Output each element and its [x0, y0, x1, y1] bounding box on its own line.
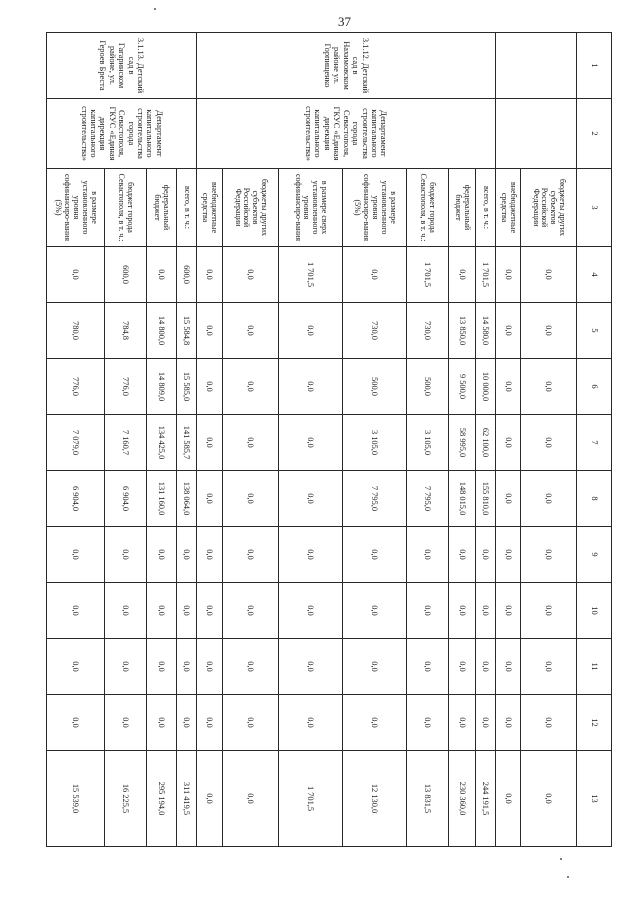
value-cell: 141 585,7 [177, 415, 197, 471]
funding-source-cell: в размере сверх установленного уровня софинансиро-вания [279, 169, 343, 247]
value-cell: 0,0 [449, 247, 476, 303]
value-cell: 0,0 [343, 695, 407, 751]
page-number: 37 [338, 14, 351, 29]
column-number: 7 [577, 415, 612, 471]
value-cell: 0,0 [476, 527, 496, 583]
column-number: 12 [577, 695, 612, 751]
value-cell: 9 500,0 [449, 359, 476, 415]
value-cell: 0,0 [521, 751, 577, 847]
budget-table [46, 32, 612, 847]
scan-speck [154, 8, 156, 10]
value-cell: 10 000,0 [476, 359, 496, 415]
column-number: 13 [577, 751, 612, 847]
value-cell: 0,0 [496, 583, 521, 639]
value-cell: 0,0 [197, 247, 223, 303]
value-cell: 0,0 [279, 359, 343, 415]
item-name-cell: 3.1.13. Детский сад в Гагаринском районе, ул. Героев Бреста [47, 33, 197, 99]
value-cell: 0,0 [496, 359, 521, 415]
column-number: 8 [577, 471, 612, 527]
value-cell: 6 904,0 [105, 471, 147, 527]
value-cell: 0,0 [476, 695, 496, 751]
value-cell: 0,0 [496, 247, 521, 303]
value-cell: 730,0 [343, 303, 407, 359]
table-row [521, 33, 577, 847]
value-cell: 0,0 [177, 527, 197, 583]
funding-source-cell: внебюджетные средства [496, 169, 521, 247]
value-cell: 600,0 [177, 247, 197, 303]
funding-source-cell: в размере установленного уровня софинансиро-вания (5%) [343, 169, 407, 247]
column-number: 6 [577, 359, 612, 415]
value-cell: 0,0 [223, 527, 279, 583]
value-cell: 0,0 [105, 695, 147, 751]
column-number: 2 [577, 99, 612, 169]
value-cell: 230 360,0 [449, 751, 476, 847]
value-cell: 0,0 [177, 695, 197, 751]
value-cell: 0,0 [279, 695, 343, 751]
value-cell: 0,0 [47, 639, 105, 695]
value-cell: 0,0 [105, 583, 147, 639]
column-number: 10 [577, 583, 612, 639]
value-cell: 0,0 [177, 639, 197, 695]
value-cell: 0,0 [343, 247, 407, 303]
value-cell: 0,0 [197, 359, 223, 415]
value-cell: 15 585,0 [177, 359, 197, 415]
value-cell: 0,0 [197, 639, 223, 695]
value-cell: 0,0 [496, 527, 521, 583]
value-cell: 0,0 [343, 583, 407, 639]
rotated-table-wrapper [54, 32, 612, 846]
value-cell: 62 100,0 [476, 415, 496, 471]
value-cell: 0,0 [449, 695, 476, 751]
value-cell: 0,0 [343, 639, 407, 695]
value-cell: 16 225,5 [105, 751, 147, 847]
executor-cell: Департамент капитального строительства города Севастополя, ГКУС «Единая дирекция капитального строительства» [197, 99, 496, 169]
value-cell: 0,0 [197, 471, 223, 527]
value-cell: 0,0 [47, 695, 105, 751]
funding-source-cell: федеральный бюджет [147, 169, 177, 247]
value-cell: 0,0 [223, 247, 279, 303]
funding-source-cell: федеральный бюджет [449, 169, 476, 247]
funding-source-cell: бюджеты других субъектов Российской Федерации [223, 169, 279, 247]
value-cell: 3 105,0 [343, 415, 407, 471]
table-row [177, 33, 197, 847]
column-number: 3 [577, 169, 612, 247]
value-cell: 0,0 [476, 583, 496, 639]
value-cell: 776,0 [47, 359, 105, 415]
value-cell: 0,0 [147, 583, 177, 639]
column-number: 11 [577, 639, 612, 695]
value-cell: 0,0 [223, 359, 279, 415]
value-cell: 58 995,0 [449, 415, 476, 471]
value-cell: 0,0 [521, 583, 577, 639]
value-cell: 0,0 [521, 415, 577, 471]
value-cell: 730,0 [407, 303, 449, 359]
value-cell: 15 584,8 [177, 303, 197, 359]
value-cell: 0,0 [496, 415, 521, 471]
value-cell: 0,0 [223, 695, 279, 751]
value-cell: 500,0 [407, 359, 449, 415]
value-cell: 0,0 [476, 639, 496, 695]
value-cell: 0,0 [147, 527, 177, 583]
value-cell: 0,0 [177, 583, 197, 639]
value-cell: 13 831,5 [407, 751, 449, 847]
value-cell: 0,0 [279, 583, 343, 639]
value-cell: 0,0 [105, 527, 147, 583]
value-cell: 0,0 [521, 303, 577, 359]
column-number-row [577, 33, 612, 847]
value-cell: 6 904,0 [47, 471, 105, 527]
value-cell: 0,0 [147, 639, 177, 695]
value-cell: 0,0 [521, 695, 577, 751]
value-cell: 784,8 [105, 303, 147, 359]
value-cell: 0,0 [496, 639, 521, 695]
value-cell: 1 701,5 [476, 247, 496, 303]
value-cell: 0,0 [197, 751, 223, 847]
value-cell: 14 809,0 [147, 359, 177, 415]
value-cell: 0,0 [279, 639, 343, 695]
value-cell: 0,0 [223, 471, 279, 527]
scan-speck [560, 858, 562, 860]
value-cell: 0,0 [521, 639, 577, 695]
column-number: 1 [577, 33, 612, 99]
value-cell: 1 701,5 [279, 751, 343, 847]
funding-source-cell: бюджет города Севастополя, в т. ч.: [105, 169, 147, 247]
value-cell: 0,0 [407, 695, 449, 751]
funding-source-cell: в размере установленного уровня софинансиро-вания (5%) [47, 169, 105, 247]
value-cell: 0,0 [407, 583, 449, 639]
value-cell: 0,0 [521, 471, 577, 527]
item-name-cell: 3.1.12. Детский сад в Нахимовском районе ул. Горпищенко [197, 33, 496, 99]
value-cell: 244 191,5 [476, 751, 496, 847]
value-cell: 0,0 [147, 247, 177, 303]
value-cell: 15 539,0 [47, 751, 105, 847]
value-cell: 0,0 [449, 583, 476, 639]
funding-source-cell: внебюджетные средства [197, 169, 223, 247]
value-cell: 0,0 [496, 695, 521, 751]
value-cell: 600,0 [105, 247, 147, 303]
value-cell: 12 130,0 [343, 751, 407, 847]
value-cell: 0,0 [496, 303, 521, 359]
value-cell: 0,0 [496, 751, 521, 847]
value-cell: 0,0 [279, 415, 343, 471]
value-cell: 0,0 [47, 527, 105, 583]
value-cell: 311 419,5 [177, 751, 197, 847]
value-cell: 1 701,5 [279, 247, 343, 303]
value-cell: 13 850,0 [449, 303, 476, 359]
value-cell: 3 105,0 [407, 415, 449, 471]
value-cell: 1 701,5 [407, 247, 449, 303]
column-number: 5 [577, 303, 612, 359]
value-cell: 148 015,0 [449, 471, 476, 527]
value-cell: 0,0 [521, 247, 577, 303]
value-cell: 0,0 [223, 639, 279, 695]
value-cell: 295 194,0 [147, 751, 177, 847]
value-cell: 776,0 [105, 359, 147, 415]
value-cell: 14 800,0 [147, 303, 177, 359]
funding-source-cell: бюджет города Севастополя, в т. ч.: [407, 169, 449, 247]
value-cell: 0,0 [197, 695, 223, 751]
budget-table-frame [54, 32, 612, 846]
value-cell: 0,0 [343, 527, 407, 583]
value-cell: 131 160,0 [147, 471, 177, 527]
value-cell: 0,0 [407, 527, 449, 583]
value-cell: 0,0 [47, 247, 105, 303]
funding-source-cell: всего, в т. ч.: [476, 169, 496, 247]
value-cell: 0,0 [496, 471, 521, 527]
value-cell: 500,0 [343, 359, 407, 415]
value-cell: 0,0 [279, 471, 343, 527]
value-cell: 0,0 [223, 303, 279, 359]
value-cell: 0,0 [197, 583, 223, 639]
executor-cell: Департамент капитального строительства города Севастополя, ГКУС «Единая дирекция капитального строительства» [47, 99, 197, 169]
value-cell: 0,0 [223, 415, 279, 471]
value-cell: 0,0 [521, 527, 577, 583]
executor-cell [496, 99, 577, 169]
value-cell: 7 795,0 [343, 471, 407, 527]
value-cell: 14 580,0 [476, 303, 496, 359]
value-cell: 7 160,7 [105, 415, 147, 471]
value-cell: 7 795,0 [407, 471, 449, 527]
value-cell: 0,0 [197, 415, 223, 471]
value-cell: 0,0 [279, 527, 343, 583]
value-cell: 155 810,0 [476, 471, 496, 527]
value-cell: 780,0 [47, 303, 105, 359]
funding-source-cell: всего, в т. ч.: [177, 169, 197, 247]
value-cell: 0,0 [521, 359, 577, 415]
value-cell: 0,0 [279, 303, 343, 359]
value-cell: 7 079,0 [47, 415, 105, 471]
value-cell: 0,0 [197, 527, 223, 583]
value-cell: 0,0 [197, 303, 223, 359]
column-number: 4 [577, 247, 612, 303]
scan-speck [567, 876, 569, 878]
value-cell: 0,0 [147, 695, 177, 751]
value-cell: 0,0 [223, 583, 279, 639]
value-cell: 0,0 [407, 639, 449, 695]
value-cell: 0,0 [105, 639, 147, 695]
value-cell: 134 425,0 [147, 415, 177, 471]
table-row [476, 33, 496, 847]
item-name-cell [496, 33, 577, 99]
value-cell: 0,0 [47, 583, 105, 639]
column-number: 9 [577, 527, 612, 583]
value-cell: 138 064,0 [177, 471, 197, 527]
funding-source-cell: бюджеты других субъектов Российской Федерации [521, 169, 577, 247]
value-cell: 0,0 [449, 527, 476, 583]
value-cell: 0,0 [449, 639, 476, 695]
value-cell: 0,0 [223, 751, 279, 847]
